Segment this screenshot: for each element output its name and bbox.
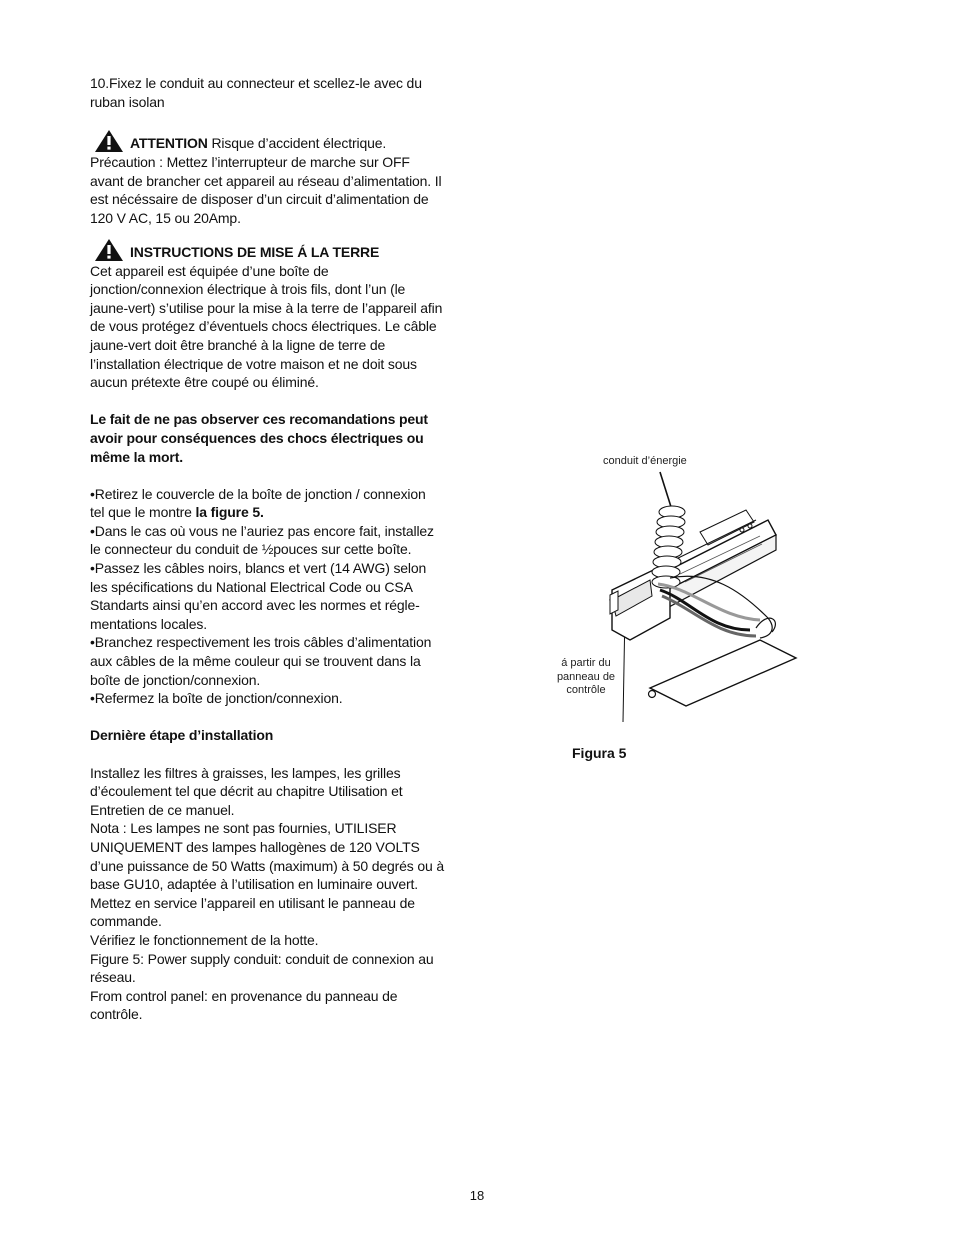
warning-triangle-icon	[94, 129, 124, 153]
final-line: base GU10, adaptée à l’utilisation en luminaire ouvert.	[90, 876, 418, 893]
label-power-conduit: conduit d’énergie	[603, 455, 687, 467]
grounding-line: jonction/connexion électrique à trois fils, dont l’un (le	[90, 281, 406, 298]
final-line: Installez les filtres à graisses, les lampes, les grilles	[90, 764, 401, 781]
attention-line: Précaution : Mettez l’interrupteur de marche sur OFF	[90, 154, 410, 171]
bullet-line: •Refermez la boîte de jonction/connexion.	[90, 690, 343, 707]
grounding-line: Cet appareil est équipée d’une boîte de	[90, 262, 329, 279]
bullet-line	[90, 503, 492, 522]
step-10-line-1: 10.Fixez le conduit au connecteur et scellez-le avec du	[90, 75, 422, 91]
warning-bold-line: avoir pour conséquences des chocs électriques ou	[90, 429, 424, 446]
label-line: á partir du	[561, 657, 611, 669]
final-line: d’une puissance de 50 Watts (maximum) à 50 degrés ou à	[90, 857, 445, 874]
bullet-line: Standarts ainsi qu’en accord avec les normes et régle-	[90, 597, 420, 614]
label-line: contrôle	[566, 684, 606, 696]
final-line: UNIQUEMENT des lampes hallogènes de 120 VOLTS	[90, 838, 420, 855]
attention-line: est nécéssaire de disposer d’un circuit d’alimentation de	[90, 191, 429, 208]
figure-reference: la figure 5.	[195, 504, 264, 521]
final-line: Nota : Les lampes ne sont pas fournies, UTILISER	[90, 820, 397, 837]
final-line: Figure 5: Power supply conduit: conduit de connexion au	[90, 950, 434, 967]
bullet-line: •Retirez le couvercle de la boîte de jonction / connexion	[90, 485, 426, 502]
attention-title	[90, 129, 492, 153]
bullet-line: •Branchez respectivement les trois câbles d’alimentation	[90, 634, 432, 651]
label-from-control-panel	[548, 657, 624, 698]
grounding-title: INSTRUCTIONS DE MISE Á LA TERRE	[130, 243, 380, 260]
bullet-line: •Passez les câbles noirs, blancs et vert (14 AWG) selon	[90, 560, 427, 577]
final-line: From control panel: en provenance du panneau de	[90, 987, 398, 1004]
grounding-line: aucun prétexte être coupé ou éliminé.	[90, 374, 319, 391]
warning-triangle-icon	[94, 238, 124, 262]
bullet-line: aux câbles de la même couleur qui se trouvent dans la	[90, 653, 421, 670]
bullet-line: mentations locales.	[90, 615, 207, 632]
label-line: panneau de	[556, 670, 616, 683]
warning-bold-line: même la mort.	[90, 448, 183, 465]
final-line: réseau.	[90, 969, 136, 986]
bullet-line: boîte de jonction/connexion.	[90, 671, 261, 688]
warning-bold-line: Le fait de ne pas observer ces recomandations peut	[90, 411, 428, 428]
final-line: Vérifiez le fonctionnement de la hotte.	[90, 931, 319, 948]
bullet-line: le connecteur du conduit de ½pouces sur cette boîte.	[90, 541, 412, 558]
final-line: Entretien de ce manuel.	[90, 801, 235, 818]
attention-title-rest: Risque d’accident électrique.	[207, 135, 387, 152]
page-number: 18	[469, 1188, 485, 1203]
grounding-line: de vous protégez d’éventuels chocs électriques. Le câble	[90, 318, 437, 335]
grounding-title-row	[90, 238, 492, 262]
grounding-line: jaune-vert) s’utilise pour la mise à la terre de l’appareil afin	[90, 299, 443, 316]
figure-caption: Figura 5	[572, 745, 627, 761]
grounding-line: jaune-vert doit être branché à la ligne de terre de	[90, 336, 386, 353]
attention-line: 120 V AC, 15 ou 20Amp.	[90, 209, 241, 226]
final-line: contrôle.	[90, 1006, 143, 1023]
main-text-column	[90, 74, 492, 1024]
final-line: Mettez en service l’appareil en utilisant le panneau de	[90, 894, 415, 911]
bullet-line: les spécifications du National Electrical Code ou CSA	[90, 578, 413, 595]
final-line: d’écoulement tel que décrit au chapitre Utilisation et	[90, 783, 403, 800]
bullet-text: tel que le montre	[90, 504, 196, 521]
attention-line: avant de brancher cet appareil au réseau d’alimentation. Il	[90, 172, 442, 189]
bullet-line: •Dans le cas où vous ne l’auriez pas encore fait, installez	[90, 522, 434, 539]
grounding-line: l’installation électrique de votre maison et ne doit sous	[90, 355, 417, 372]
final-line: commande.	[90, 913, 162, 930]
step-10-line-2: ruban isolan	[90, 93, 165, 110]
final-step-title: Dernière étape d’installation	[90, 727, 274, 744]
attention-label: ATTENTION	[130, 135, 208, 152]
